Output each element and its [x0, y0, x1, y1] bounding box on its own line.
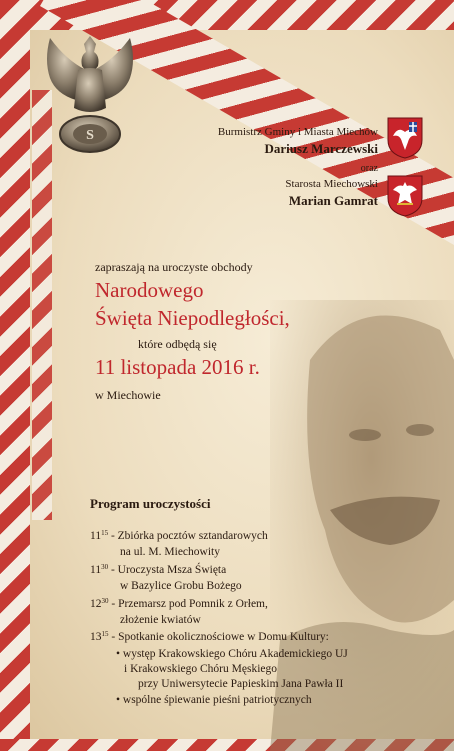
svg-text:S: S: [86, 128, 94, 143]
program-item: [90, 598, 268, 610]
program-subitem: • występ Krakowskiego Chóru Akademickiego UJ: [116, 648, 348, 660]
invitation-intro: zapraszają na uroczyste obchody: [95, 260, 253, 274]
event-date: 11 listopada 2016 r.: [95, 355, 260, 379]
program-time: $12^{30}$: [90, 597, 109, 610]
program-subitem: i Krakowskiego Chóru Męskiego: [124, 663, 277, 675]
event-location: w Miechowie: [95, 388, 161, 402]
program-item: [90, 564, 226, 576]
mayor-name: Dariusz Marczewski: [264, 141, 378, 156]
holiday-title-line2: Święta Niepodległości,: [95, 306, 290, 330]
and-label: oraz: [360, 163, 378, 174]
program-heading: Program uroczystości: [90, 496, 211, 511]
program-item: [90, 631, 329, 643]
program-time: $13^{15}$: [90, 630, 109, 643]
program-time: $11^{30}$: [90, 563, 109, 576]
holiday-title-line1: Narodowego: [95, 278, 204, 302]
county-crest-icon: [386, 174, 424, 218]
program-text: - Przemarsz pod Pomnik z Orłem,: [111, 598, 268, 610]
program-time: $11^{15}$: [90, 529, 109, 542]
program-subitem: • wspólne śpiewanie pieśni patriotycznych: [116, 694, 312, 706]
program-item-detail: złożenie kwiatów: [120, 614, 201, 626]
flag-band-left: [0, 0, 30, 751]
program-text: - Zbiórka pocztów sztandarowych: [110, 530, 268, 542]
miechow-crest-icon: [386, 116, 424, 160]
take-place-label: które odbędą się: [138, 337, 217, 351]
program-subitem: przy Uniwersytecie Papieskim Jana Pawła II: [138, 678, 344, 690]
mayor-title: Burmistrz Gminy i Miasta Miechów: [217, 126, 378, 138]
eagle-badge-icon: [36, 30, 144, 158]
program-item-detail: na ul. M. Miechowity: [120, 546, 220, 558]
starost-title: Starosta Miechowski: [285, 178, 378, 190]
starost-name: Marian Gamrat: [288, 193, 378, 208]
program-item: [90, 530, 268, 542]
program-text: - Spotkanie okolicznościowe w Domu Kultury:: [111, 631, 329, 643]
program-text: - Uroczysta Msza Święta: [110, 564, 227, 576]
program-item-detail: w Bazylice Grobu Bożego: [120, 580, 242, 592]
